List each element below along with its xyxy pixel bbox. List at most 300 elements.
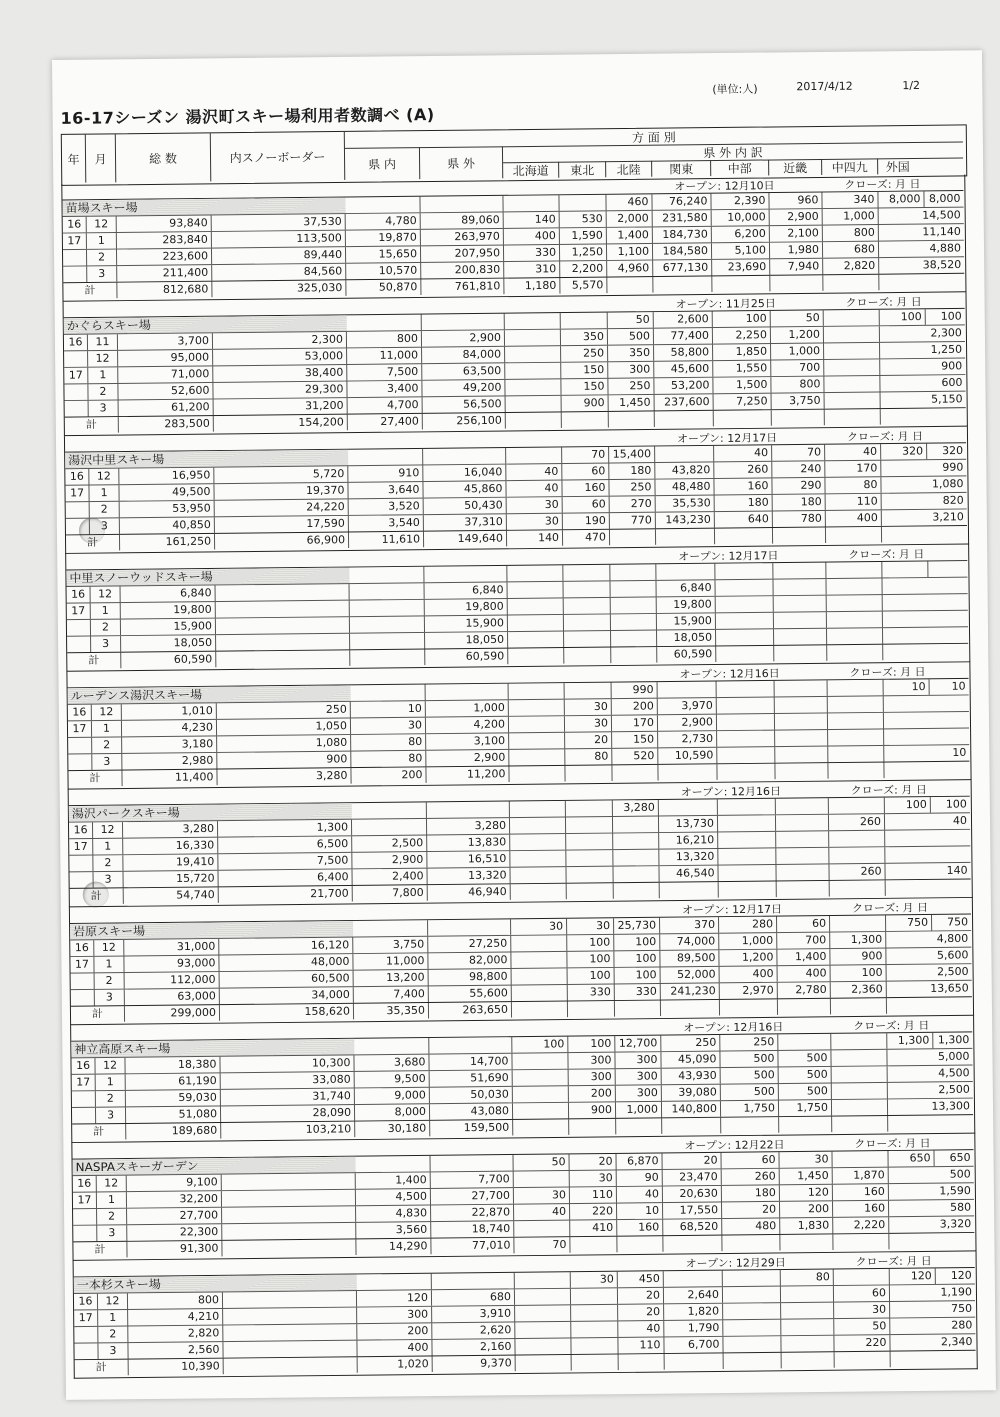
table-cell (658, 682, 717, 698)
open-date: オープン: 12月16日 (683, 1020, 784, 1035)
table-cell (610, 564, 656, 580)
table-cell: 50,030 (430, 1087, 513, 1103)
table-cell: 990 (942, 460, 964, 474)
close-date: クローズ: 月 日 (853, 1019, 930, 1033)
table-cell: 1,400 (356, 1172, 431, 1188)
table-cell: 13,730 (659, 816, 718, 832)
table-cell: 52,000 (661, 967, 720, 983)
table-cell: 60,590 (121, 652, 216, 669)
table-cell: 6,400 (218, 869, 352, 886)
table-cell: 17 (64, 368, 88, 384)
table-cell (828, 696, 884, 712)
table-cell: 237,600 (655, 394, 714, 410)
table-cell: 18,740 (431, 1221, 514, 1237)
table-cell (423, 448, 506, 464)
table-cell: 1,300 (887, 1033, 933, 1049)
table-cell (714, 410, 772, 426)
table-cell: 61,190 (126, 1073, 221, 1090)
table-cell: 250 (720, 1034, 778, 1050)
table-cell: 320 (881, 444, 927, 460)
close-date: クローズ: 月 日 (846, 430, 924, 444)
table-cell (72, 1108, 96, 1124)
table-cell (509, 683, 565, 699)
table-cell (63, 266, 87, 282)
table-cell: 2,820 (128, 1326, 223, 1343)
table-cell: 40 (514, 1204, 570, 1220)
table-cell: 50 (513, 1154, 569, 1170)
table-cell (884, 729, 969, 745)
table-cell: 16,950 (119, 468, 214, 485)
header-region: 中部 (711, 159, 769, 176)
table-cell (828, 680, 884, 696)
table-cell: 1,400 (777, 949, 830, 965)
table-cell (653, 276, 712, 292)
table-cell (350, 600, 425, 616)
table-cell: 17 (68, 721, 92, 737)
table-cell: 3,210 (932, 510, 964, 524)
table-cell (882, 561, 928, 577)
table-cell (883, 594, 968, 610)
table-cell: 3,680 (354, 1055, 429, 1071)
table-cell (505, 330, 561, 346)
table-cell: 820 (942, 493, 964, 507)
table-cell (510, 867, 566, 883)
table-cell: 4,200 (426, 717, 509, 733)
table-cell: 300 (615, 1052, 661, 1068)
table-cell: 8,000 (878, 191, 924, 207)
table-cell: 80 (825, 477, 881, 493)
table-cell: 15,720 (124, 871, 219, 888)
table-cell (777, 881, 830, 897)
table-cell: 15,900 (657, 613, 716, 629)
table-cell: 100 (945, 797, 967, 811)
table-cell: 700 (777, 933, 830, 949)
table-cell: 70 (562, 447, 609, 463)
table-cell: 4,230 (122, 720, 217, 737)
table-cell (889, 1233, 974, 1249)
table-cell (772, 410, 825, 426)
table-cell: 60,500 (220, 971, 354, 988)
table-cell: 16 (73, 1176, 97, 1192)
table-cell: 150 (612, 732, 658, 748)
table-cell: 5,600 (936, 948, 969, 962)
table-cell (512, 1002, 568, 1018)
table-cell: 93,840 (117, 215, 212, 232)
table-cell: 990 (612, 682, 658, 698)
table-cell: 650 (888, 1151, 934, 1167)
table-cell: 46,540 (659, 866, 718, 882)
table-cell: 100 (567, 951, 614, 967)
table-cell: 1,750 (721, 1101, 779, 1117)
table-cell: 400 (778, 966, 831, 982)
table-cell: 3,910 (432, 1306, 515, 1322)
table-cell: 154,200 (214, 415, 348, 432)
table-cell: 180 (715, 495, 773, 511)
page-title: 16-17シーズン 湯沢町スキー場利用者数調べ (A) (60, 104, 435, 128)
table-cell: 12 (97, 1176, 127, 1192)
table-cell (888, 1115, 973, 1131)
table-cell: 19,370 (214, 483, 348, 500)
ski-area-name: 苗場スキー場 (65, 200, 138, 216)
table-cell (347, 315, 422, 331)
table-cell: 45,860 (423, 481, 506, 497)
table-cell: 29,300 (213, 382, 347, 399)
table-cell (613, 816, 659, 832)
table-cell: 1 (97, 1192, 127, 1208)
table-cell: 900 (941, 359, 963, 373)
table-cell: 700 (771, 360, 824, 376)
table-cell (721, 1117, 779, 1133)
table-cell: 1,000 (719, 933, 777, 949)
table-cell (831, 1033, 887, 1049)
table-cell: 71,000 (118, 366, 213, 383)
table-cell (566, 817, 613, 833)
ski-area-section (66, 662, 971, 789)
table-cell (349, 567, 424, 583)
table-cell: 20 (618, 1288, 664, 1304)
table-cell (718, 799, 776, 815)
table-cell (216, 617, 350, 634)
table-cell: 110 (618, 1337, 664, 1353)
table-cell (834, 1269, 890, 1285)
table-cell: 34,000 (220, 987, 354, 1004)
table-cell: 250 (217, 702, 351, 719)
table-cell: 2 (91, 620, 121, 636)
table-cell (432, 1273, 515, 1289)
table-cell: 10,390 (129, 1359, 224, 1376)
table-cell (510, 834, 566, 850)
table-cell (348, 449, 423, 465)
ski-area-name: 湯沢中里スキー場 (68, 452, 165, 468)
table-cell (835, 1352, 891, 1368)
table-cell: 60 (834, 1285, 890, 1301)
ski-area-section (70, 1016, 975, 1143)
table-cell (776, 831, 829, 847)
table-cell (510, 851, 566, 867)
table-cell: 1,010 (122, 703, 217, 720)
table-cell: 330 (504, 245, 560, 261)
table-cell: 11,000 (353, 953, 428, 969)
open-date: オープン: 12月16日 (679, 667, 780, 681)
table-cell: 80 (351, 734, 426, 750)
table-cell: 2,220 (833, 1217, 889, 1233)
table-cell (883, 611, 968, 627)
header-year: 年 (62, 135, 87, 183)
table-cell: 1 (93, 839, 123, 855)
table-cell (350, 649, 425, 665)
table-cell (827, 612, 883, 628)
table-cell (719, 881, 777, 897)
table-cell: 500 (608, 329, 654, 345)
table-cell: 31,000 (124, 939, 219, 956)
table-cell: 38,400 (213, 365, 347, 382)
table-cell (824, 343, 880, 359)
document-page (52, 50, 996, 1400)
table-cell: 3,520 (349, 499, 424, 515)
header-snowboarder: 内スノーボーダー (211, 132, 345, 181)
table-cell (72, 1091, 96, 1107)
table-cell (64, 351, 88, 367)
table-cell: 53,950 (120, 501, 215, 518)
table-cell: 23,690 (712, 259, 770, 275)
table-cell (506, 412, 562, 428)
table-cell (718, 815, 776, 831)
table-cell (774, 596, 827, 612)
table-cell: 2,300 (930, 326, 962, 340)
table-cell (617, 1236, 663, 1252)
table-cell: 35,350 (354, 1003, 429, 1019)
table-cell (562, 412, 609, 428)
ski-area-name: 中里スノーウッドスキー場 (69, 569, 213, 586)
table-cell (717, 764, 775, 780)
table-cell: 9,500 (355, 1071, 430, 1087)
table-cell: 2,500 (938, 1082, 970, 1096)
table-cell: 3,750 (353, 937, 428, 953)
table-cell (776, 815, 829, 831)
table-cell: 37,310 (424, 514, 507, 530)
table-cell: 48,480 (655, 479, 714, 495)
table-cell: 10 (951, 679, 966, 693)
table-cell (661, 1000, 720, 1016)
table-cell (778, 999, 831, 1015)
table-cell: 750 (886, 915, 932, 931)
table-cell (782, 1352, 835, 1368)
table-cell (427, 802, 510, 818)
table-cell: 14,290 (356, 1239, 431, 1255)
table-cell (781, 1303, 834, 1319)
table-cell (429, 1037, 512, 1053)
table-cell: 2,340 (940, 1335, 973, 1349)
table-cell: 184,580 (653, 243, 712, 259)
header-month: 月 (86, 134, 117, 182)
table-cell: 800 (347, 331, 422, 347)
table-cell: 13,320 (427, 868, 510, 884)
table-cell: 500 (721, 1084, 779, 1100)
table-cell: 241,230 (661, 983, 720, 999)
table-cell: 100 (940, 309, 962, 323)
table-cell: 計 (66, 535, 120, 551)
ski-area-name: 湯沢パークスキー場 (71, 805, 180, 821)
table-cell (66, 519, 90, 535)
table-cell: 113,500 (212, 231, 346, 248)
table-cell: 95,000 (118, 350, 213, 367)
table-cell (723, 1336, 781, 1352)
table-cell: 11,000 (347, 348, 422, 364)
table-cell (832, 1066, 888, 1082)
table-cell: 200 (351, 767, 426, 783)
unit-label: (単位:人) (712, 82, 758, 97)
table-cell: 1,550 (713, 361, 771, 377)
table-cell (717, 681, 775, 697)
table-cell: 2 (93, 855, 123, 871)
table-cell: 60 (562, 464, 609, 480)
table-cell (779, 1117, 832, 1133)
table-cell: 300 (357, 1307, 432, 1323)
table-cell: 2,160 (432, 1339, 515, 1355)
table-cell: 12 (91, 586, 121, 602)
table-cell: 49,500 (119, 484, 214, 501)
table-cell: 160 (562, 480, 609, 496)
table-cell: 110 (570, 1187, 617, 1203)
table-cell: 16 (64, 335, 88, 351)
open-date: オープン: 12月17日 (676, 431, 778, 446)
table-cell: 1,020 (358, 1356, 433, 1372)
table-cell (505, 346, 561, 362)
table-cell: 30 (507, 514, 563, 530)
table-cell: 1,400 (607, 227, 653, 243)
table-cell (566, 834, 613, 850)
table-cell: 2,900 (426, 750, 509, 766)
table-cell: 56,500 (423, 396, 506, 412)
table-cell: 15,400 (609, 446, 655, 462)
table-cell: 1 (92, 721, 122, 737)
table-cell (566, 800, 613, 816)
table-cell: 16 (68, 705, 92, 721)
table-cell: 11,200 (426, 766, 509, 782)
table-cell: 50 (608, 312, 654, 328)
table-cell (350, 633, 425, 649)
table-cell (505, 379, 561, 395)
header-out-prefecture: 県 外 (420, 146, 503, 179)
table-cell: 7,940 (770, 259, 823, 275)
table-cell: 60 (563, 497, 610, 513)
table-cell: 27,700 (127, 1208, 222, 1225)
table-cell: 17 (65, 486, 89, 502)
table-cell: 2,100 (770, 226, 823, 242)
table-cell: 40 (506, 481, 562, 497)
table-cell: 10 (351, 701, 426, 717)
table-cell: 1,590 (939, 1184, 971, 1198)
open-date: オープン: 12月17日 (678, 549, 779, 564)
table-cell: 4,500 (938, 1066, 970, 1080)
table-cell: 207,950 (421, 245, 504, 261)
table-cell (775, 730, 828, 746)
table-cell: 60,590 (657, 646, 716, 662)
table-cell: 900 (217, 752, 351, 769)
table-cell: 24,220 (215, 499, 349, 516)
table-cell (426, 684, 509, 700)
table-cell (571, 1338, 618, 1354)
table-cell: 4,500 (356, 1189, 431, 1205)
table-cell: 11,400 (122, 770, 217, 787)
table-cell: 680 (432, 1289, 515, 1305)
table-cell (712, 276, 770, 292)
table-cell: 16 (74, 1294, 98, 1310)
table-cell (884, 695, 969, 711)
table-cell: 82,000 (428, 952, 511, 968)
table-cell: 13,320 (659, 849, 718, 865)
table-cell: 17,590 (215, 516, 349, 533)
table-cell: 15,650 (346, 246, 421, 262)
document-meta (52, 78, 972, 104)
ski-area-section (61, 174, 966, 301)
table-cell: 6,200 (712, 226, 770, 242)
table-cell (659, 799, 718, 815)
table-cell: 800 (823, 225, 879, 241)
table-cell (67, 636, 91, 652)
table-cell: 20,630 (663, 1186, 722, 1202)
table-cell: 10,000 (712, 210, 770, 226)
table-cell: 500 (720, 1051, 778, 1067)
table-cell: 10 (884, 679, 930, 695)
table-cell: 16,210 (659, 832, 718, 848)
table-cell: 1,250 (930, 342, 963, 356)
table-cell: 89,440 (212, 247, 346, 264)
table-cell: 35,530 (656, 496, 715, 512)
table-cell: 40 (506, 464, 562, 480)
table-cell: 70 (514, 1237, 570, 1253)
table-cell: 140,800 (662, 1101, 721, 1117)
table-cell: 290 (772, 478, 825, 494)
table-cell: 3 (96, 1107, 126, 1123)
table-cell: 770 (610, 513, 656, 529)
table-cell: 330 (568, 984, 615, 1000)
table-cell: 180 (609, 463, 655, 479)
table-cell: 21,700 (219, 886, 353, 903)
table-cell (510, 801, 566, 817)
table-cell: 1,980 (770, 242, 823, 258)
table-cell: 76,240 (652, 194, 711, 210)
table-cell: 1,590 (560, 228, 607, 244)
table-cell: 400 (357, 1340, 432, 1356)
table-cell: 63,000 (125, 989, 220, 1006)
table-cell: 30 (511, 919, 567, 935)
table-cell: 1,450 (609, 395, 655, 411)
table-cell: 160 (617, 1220, 663, 1236)
header-region: 北海道 (503, 162, 559, 179)
table-cell: 260 (722, 1169, 780, 1185)
table-cell: 283,500 (119, 416, 214, 433)
table-cell (615, 1001, 661, 1017)
header-direction: 方 面 別 (631, 129, 676, 145)
table-cell: 16 (69, 822, 93, 838)
table-cell (223, 1341, 357, 1358)
table-cell (508, 648, 564, 664)
table-cell (776, 848, 829, 864)
table-cell: 60,590 (425, 649, 508, 665)
table-cell (610, 529, 656, 545)
table-cell: 6,840 (425, 582, 508, 598)
table-cell (352, 802, 427, 818)
table-cell: 1 (91, 603, 121, 619)
table-cell: 158,620 (220, 1004, 354, 1021)
table-cell (564, 631, 611, 647)
table-cell: 63,500 (422, 363, 505, 379)
table-cell: 900 (569, 1102, 616, 1118)
table-cell: 900 (830, 949, 886, 965)
table-cell: 223,600 (117, 249, 212, 266)
table-cell: 4,830 (356, 1206, 431, 1222)
table-cell: 50 (834, 1319, 890, 1335)
table-cell: 58,800 (654, 345, 713, 361)
open-date: オープン: 12月29日 (685, 1256, 786, 1271)
table-cell (507, 565, 563, 581)
table-cell: 500 (779, 1067, 832, 1083)
table-cell: 410 (570, 1220, 617, 1236)
table-cell (345, 197, 420, 213)
table-cell (715, 563, 773, 579)
table-cell (216, 584, 350, 601)
table-cell: 48,000 (219, 954, 353, 971)
table-cell: 250 (609, 480, 655, 496)
table-cell (223, 1291, 357, 1308)
table-cell: 159,500 (430, 1120, 513, 1136)
table-cell: 2,600 (654, 311, 713, 327)
table-cell: 52,600 (118, 383, 213, 400)
table-cell: 30 (565, 716, 612, 732)
table-cell (63, 250, 87, 266)
table-cell: 160 (833, 1184, 889, 1200)
